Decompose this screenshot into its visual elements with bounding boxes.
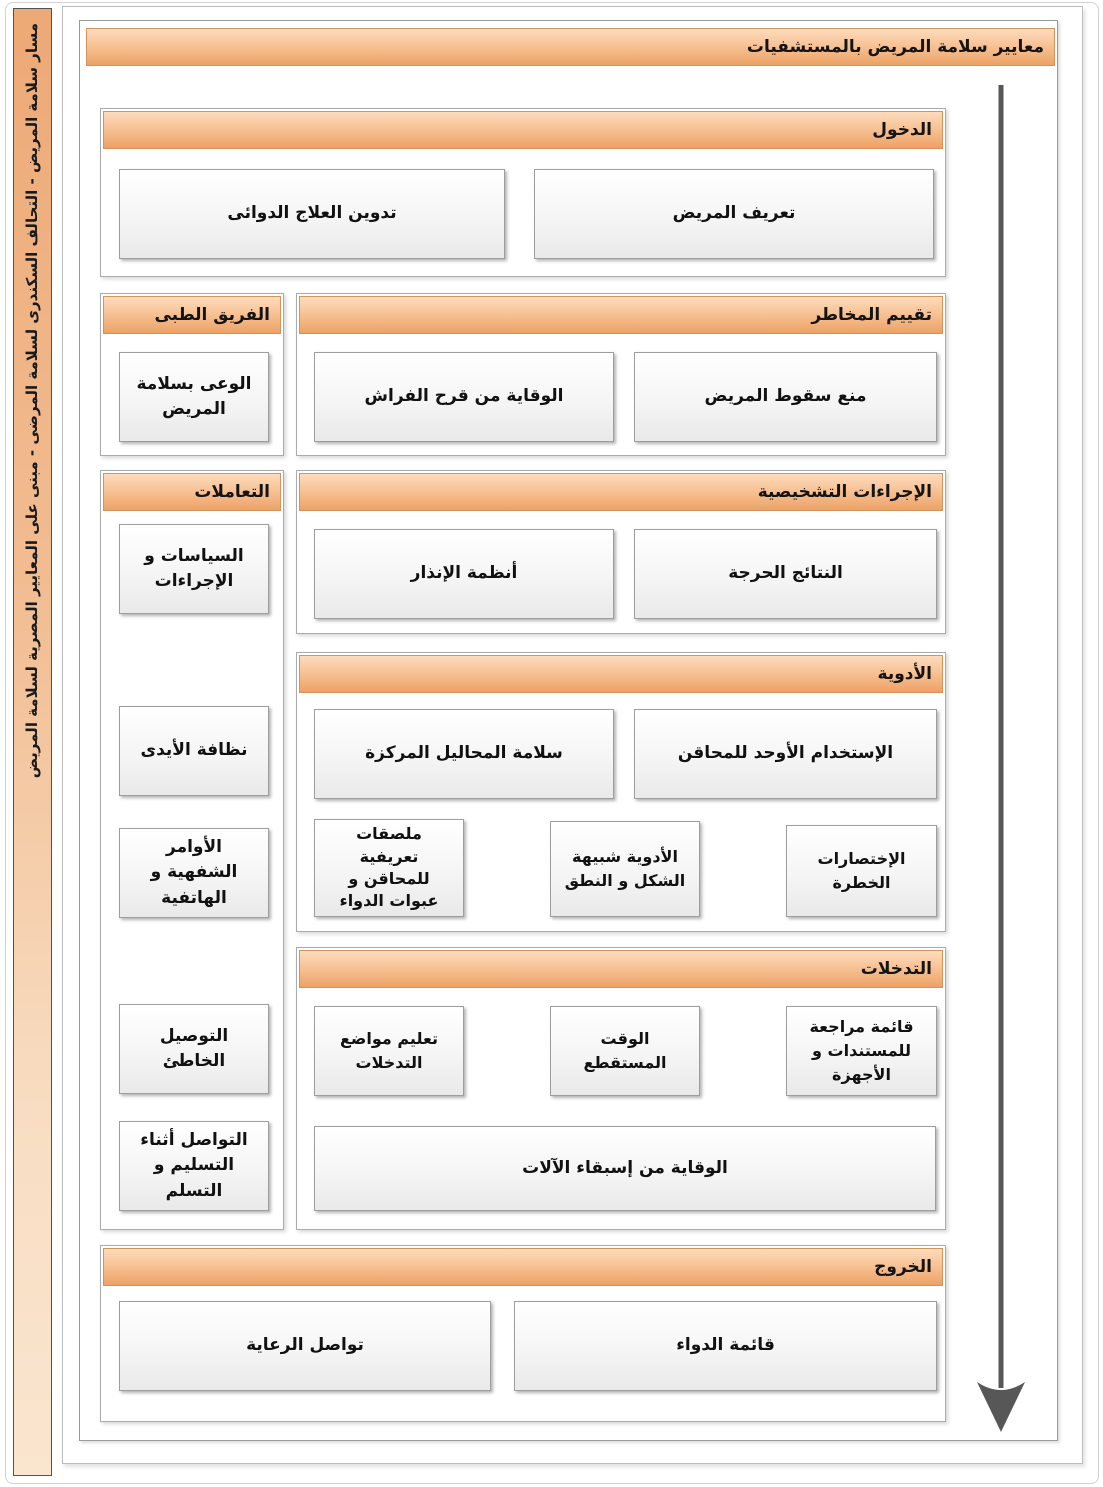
section-interactions-header: التعاملات xyxy=(103,473,281,511)
side-banner-label: مسار سلامة المريض - التحالف السكندرى لسلامة المرضى - مبنى على المعايير المصرية لسلامة المريض xyxy=(23,23,41,779)
node-look-alike-sound-alike: الأدوية شبيهة الشكل و النطق xyxy=(550,821,700,917)
section-interventions-header: التدخلات xyxy=(299,950,943,988)
node-handover-communication: التواصل أثناء التسليم و التسلم xyxy=(119,1121,269,1211)
node-policies-procedures: السياسات و الإجراءات xyxy=(119,524,269,614)
node-continuity-of-care: تواصل الرعاية xyxy=(119,1301,491,1391)
node-alarm-systems: أنظمة الإنذار xyxy=(314,529,614,619)
section-entry-header: الدخول xyxy=(103,111,943,149)
node-syringe-vial-labels: ملصقات تعريفية للمحاقن و عبوات الدواء xyxy=(314,819,464,917)
node-medication-documentation: تدوين العلاج الدوائى xyxy=(119,169,505,259)
node-critical-results: النتائج الحرجة xyxy=(634,529,937,619)
node-fall-prevention: منع سقوط المريض xyxy=(634,352,937,442)
section-medications-header: الأدوية xyxy=(299,655,943,693)
page-title: معايير سلامة المريض بالمستشفيات xyxy=(86,28,1055,66)
node-bedsore-prevention: الوقاية من قرح الفراش xyxy=(314,352,614,442)
section-medical-team-header: الفريق الطبى xyxy=(103,296,281,334)
section-medications xyxy=(296,652,946,932)
section-risk-assessment xyxy=(296,293,946,456)
section-interactions xyxy=(100,470,284,1230)
section-diagnostic-procedures-header: الإجراءات التشخيصية xyxy=(299,473,943,511)
section-diagnostic-procedures xyxy=(296,470,946,634)
node-dangerous-abbreviations: الإختصارات الخطرة xyxy=(786,825,937,917)
section-medical-team xyxy=(100,293,284,456)
node-single-use-syringes: الإستخدام الأوحد للمحاقن xyxy=(634,709,937,799)
section-entry xyxy=(100,108,946,277)
node-verbal-telephone-orders: الأوامر الشفهية و الهاتفية xyxy=(119,828,269,918)
section-risk-assessment-header: تقييم المخاطر xyxy=(299,296,943,334)
side-banner xyxy=(13,8,52,1476)
section-exit xyxy=(100,1245,946,1422)
node-patient-safety-awareness: الوعى بسلامة المريض xyxy=(119,352,269,442)
node-retained-instruments-prevention: الوقاية من إسبقاء الآلات xyxy=(314,1126,936,1211)
section-exit-header: الخروج xyxy=(103,1248,943,1286)
node-documents-devices-checklist: قائمة مراجعة للمستندات و الأجهزة xyxy=(786,1006,937,1096)
node-patient-identification: تعريف المريض xyxy=(534,169,934,259)
node-hand-hygiene: نظافة الأيدى xyxy=(119,706,269,796)
node-concentrated-solutions-safety: سلامة المحاليل المركزة xyxy=(314,709,614,799)
node-site-marking: تعليم مواضع التدخلات xyxy=(314,1006,464,1096)
section-interventions xyxy=(296,947,946,1230)
node-time-out: الوقت المستقطع xyxy=(550,1006,700,1096)
node-wrong-connection: التوصيل الخاطئ xyxy=(119,1004,269,1094)
node-medication-list: قائمة الدواء xyxy=(514,1301,937,1391)
